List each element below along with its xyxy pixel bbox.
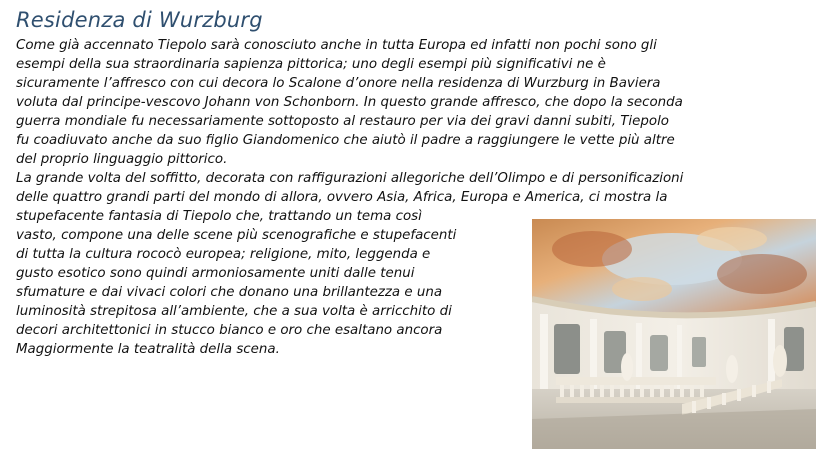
text-line: Come già accennato Tiepolo sarà conosciuto anche in tutta Europa ed infatti non pochi sono gli [16,38,657,53]
text-line: delle quattro grandi parti del mondo di allora, ovvero Asia, Africa, Europa e America, ci mostra la [16,190,668,205]
text-line: del proprio linguaggio pittorico. [16,152,228,167]
text-line: La grande volta del soffitto, decorata con raffigurazioni allegoriche dell’Olimpo e di personificazioni [16,171,684,186]
text-line: Maggiormente la teatralità della scena. [16,342,280,357]
text-line: luminosità strepitosa all’ambiente, che a sua volta è arricchito di [16,304,452,319]
text-line: sfumature e dai vivaci colori che donano una brillantezza e una [16,285,443,300]
text-line: sicuramente l’affresco con cui decora lo Scalone d’onore nella residenza di Wurzburg in Baviera [16,76,661,91]
text-line: voluta dal principe-vescovo Johann von Schonborn. In questo grande affresco, che dopo la seconda [16,95,683,110]
text-line: fu coadiuvato anche da suo figlio Giandomenico che aiutò il padre a raggiungere le vette più altre [16,133,675,148]
text-line: esempi della sua straordinaria sapienza pittorica; uno degli esempi più significativi ne è [16,57,606,72]
text-line: decori architettonici in stucco bianco e oro che esaltano ancora [16,323,443,338]
text-line: vasto, compone una delle scene più scenografiche e stupefacenti [16,228,457,243]
fresco-staircase-photo [532,219,816,449]
text-line: gusto esotico sono quindi armoniosamente uniti dalle tenui [16,266,415,281]
text-line: di tutta la cultura rococò europea; religione, mito, leggenda e [16,247,431,262]
page-title: Residenza di Wurzburg [16,8,263,32]
text-line: stupefacente fantasia di Tiepolo che, trattando un tema così [16,209,422,224]
text-line: guerra mondiale fu necessariamente sottoposto al restauro per via dei gravi danni subiti, Tiepolo [16,114,669,129]
